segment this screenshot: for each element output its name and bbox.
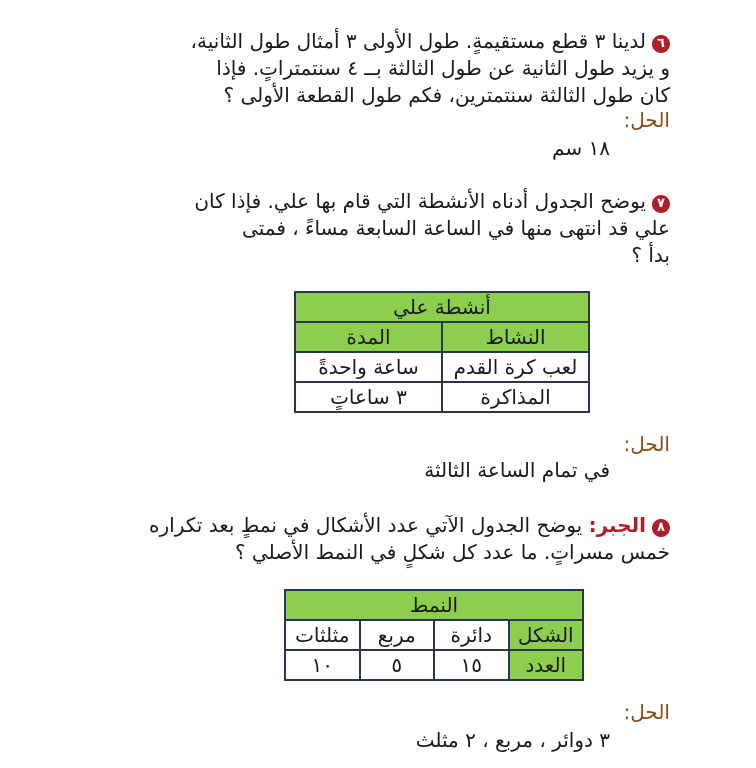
table-cell: ١٠ [285,650,360,680]
question-8 [30,512,670,566]
question-7-line-3: بدأ ؟ [631,243,670,267]
header-duration: المدة [295,322,442,352]
table-cell: ٥ [360,650,435,680]
table-row [285,620,583,650]
question-6-line-2: و يزيد طول الثانية عن طول الثالثة بــ ٤ سنتمتراتٍ. فإذا [216,56,670,80]
pattern-table-title: النمط [285,590,583,620]
answer-7: في تمام الساعة الثالثة [424,458,610,482]
question-number-badge: ٦ [652,35,670,53]
table-row [295,382,589,412]
answer-6: ١٨ سم [552,136,610,160]
solution-label: الحل: [623,108,670,132]
answer-8: ٣ دوائر ، مربع ، ٢ مثلث [415,728,610,752]
table-cell: ساعة واحدةً [295,352,442,382]
question-7-line-2: علي قد انتهى منها في الساعة السابعة مساءً ، فمتى [242,216,670,240]
table-row [285,650,583,680]
activities-table [294,291,590,413]
table-cell: المذاكرة [442,382,589,412]
header-activity: النشاط [442,322,589,352]
table-cell: ١٥ [434,650,509,680]
table-cell: مربع [360,620,435,650]
shape-row-label: الشكل [509,620,584,650]
question-8-line-1: ٨الجبر: يوضح الجدول الآتي عدد الأشكال في نمطٍ بعد تكراره [30,512,670,539]
category-label: الجبر: [588,513,646,537]
question-7 [80,188,670,269]
solution-label: الحل: [623,700,670,724]
pattern-table [284,589,584,681]
table-cell: مثلثات [285,620,360,650]
question-7-line-1: ٧يوضح الجدول أدناه الأنشطة التي قام بها علي. فإذا كان [80,188,670,215]
activities-table-title: أنشطة علي [295,292,589,322]
question-number-badge: ٨ [652,519,670,537]
table-cell: ٣ ساعاتٍ [295,382,442,412]
question-number-badge: ٧ [652,195,670,213]
solution-label: الحل: [623,432,670,456]
count-row-label: العدد [509,650,584,680]
question-6-line-3: كان طول الثالثة سنتمترين، فكم طول القطعة الأولى ؟ [223,83,670,107]
table-cell: لعب كرة القدم [442,352,589,382]
table-cell: دائرة [434,620,509,650]
question-6 [80,28,670,109]
table-row [295,352,589,382]
question-8-line-2: خمس مسراتٍ. ما عدد كل شكلٍ في النمط الأصلي ؟ [234,540,670,564]
question-6-line-1: ٦لدينا ٣ قطع مستقيمةٍ. طول الأولى ٣ أمثال طول الثانية، [80,28,670,55]
